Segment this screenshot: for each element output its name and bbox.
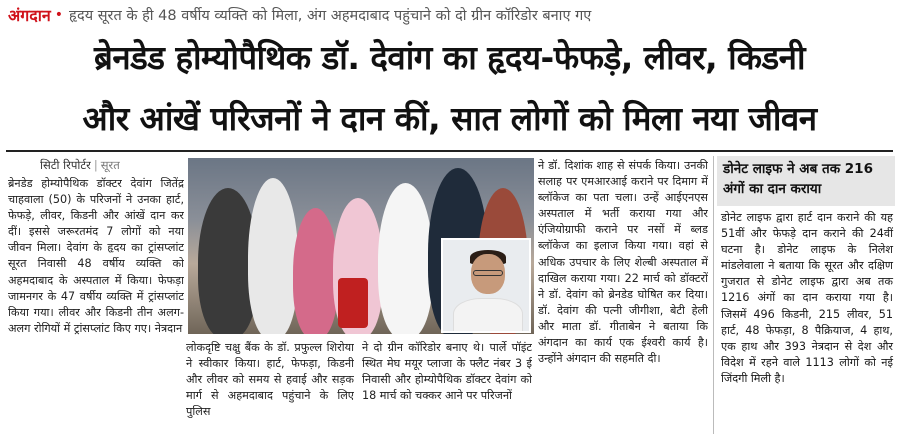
sidebar-box [717, 156, 895, 434]
sidebar-heading: डोनेट लाइफ ने अब तक 216 अंगों का दान कराया [717, 156, 895, 206]
article-column-1 [8, 176, 184, 434]
byline-separator: | [93, 158, 98, 172]
kicker-summary: हृदय सूरत के ही 48 वर्षीय व्यक्ति को मिला, अंग अहमदाबाद पहुंचाने को दो ग्रीन कॉरिडोर बनाए गए [69, 8, 592, 24]
reporter-name: सिटी रिपोर्टर [40, 158, 91, 172]
column-2-text: लोकदृष्टि चक्षु बैंक के डॉ. प्रफुल्ल शिरोया ने स्वीकार किया। हार्ट, फेफड़ा, किडनी और लीवर को समय से हवाई और सड़क मार्ग से अहमदाबाद पहुंचाने के लिए पुलिस [186, 341, 354, 419]
column-3-text: ने दो ग्रीन कॉरिडोर बनाए थे। पार्ले पॉइंट स्थित मेघ मयूर प्लाजा के फ्लैट नंबर 3 ई निवासी और होम्योपैथिक डॉक्टर देवांग को 18 मार्च को चक्कर आने पर परिजनों [362, 341, 532, 403]
section-tag: अंगदान [8, 6, 51, 25]
sidebar-text: डोनेट लाइफ द्वारा हार्ट दान कराने की यह 51वीं और फेफड़े दान कराने की 24वीं घटना है। डोनेट लाइफ के निलेश मांडलेवाला ने बताया कि सूरत और दक्षिण गुजरात से डोनेट लाइफ द्वारा अब तक 1216 अंगों का दान कराया गया है। जिसमें 496 किडनी, 215 लीवर, 51 हार्ट, 48 फेफड़ा, 8 पैक्रियाज, 4 हाथ, एक हाथ और 393 नेत्रदान से देश और विदेश में रहने वाले 1113 लोगों को नई जिंदगी मिली है। [721, 211, 893, 385]
column-divider [713, 156, 714, 434]
column-4-text: ने डॉ. दिशांक शाह से संपर्क किया। उनकी सलाह पर एमआरआई कराने पर दिमाग में ब्लॉकेज का पता चला। उन्हें आईएनएस अस्पताल में भर्ती कराया गया और एंजियोग्राफी कराने पर नसों में ब्लड ब्लॉकेज का इलाज किया गया। वहां से अधिक उपचार के लिए शेल्बी अस्पताल में दाखिल कराया गया। 22 मार्च को डॉक्टरों ने डॉ. देवांग को ब्रेनडेड घोषित कर दिया। डॉ. देवांग की पत्नी जीगीशा, बेटी हेली और माता डॉ. गीताबेन ने बताया कि अंगदान का कार्य एक ईश्वरी कार्य है। उन्होंने अंगदान की सहमति दी। [538, 159, 708, 366]
article-column-2 [186, 340, 354, 434]
bullet-icon: • [54, 7, 64, 23]
byline [40, 158, 120, 173]
dateline-location: सूरत [100, 158, 120, 172]
column-1-text: ब्रेनडेड होम्योपैथिक डॉक्टर देवांग जितेंद्र चाहवाला (50) के परिजनों ने उनका हार्ट, फेफड़े, लीवर, किडनी और आंखें दान कर दीं। इससे जरूरतमंद 7 लोगों को नया जीवन मिला। देवांग के हृदय का ट्रांसप्लांट सूरत निवासी 48 वर्षीय व्यक्ति को अहमदाबाद के अस्पताल में किया। फेफड़ा जामनगर के 47 वर्षीय व्यक्ति में ट्रांसप्लांट किया गया। लीवर और किडनी तीन अलग-अलग रोगियों में ट्रांसप्लांट किए गए। नेत्रदान [8, 177, 184, 335]
article-column-3 [362, 340, 532, 434]
headline-line-1: ब्रेनडेड होम्योपैथिक डॉ. देवांग का हृदय-फेफड़े, लीवर, किडनी [93, 38, 806, 77]
article-column-4 [538, 158, 708, 434]
kicker-line [8, 4, 893, 26]
doctor-portrait [441, 238, 531, 333]
headline-line-2: और आंखें परिजनों ने दान कीं, सात लोगों को मिला नया जीवन [82, 99, 817, 138]
headline-divider [6, 150, 893, 152]
